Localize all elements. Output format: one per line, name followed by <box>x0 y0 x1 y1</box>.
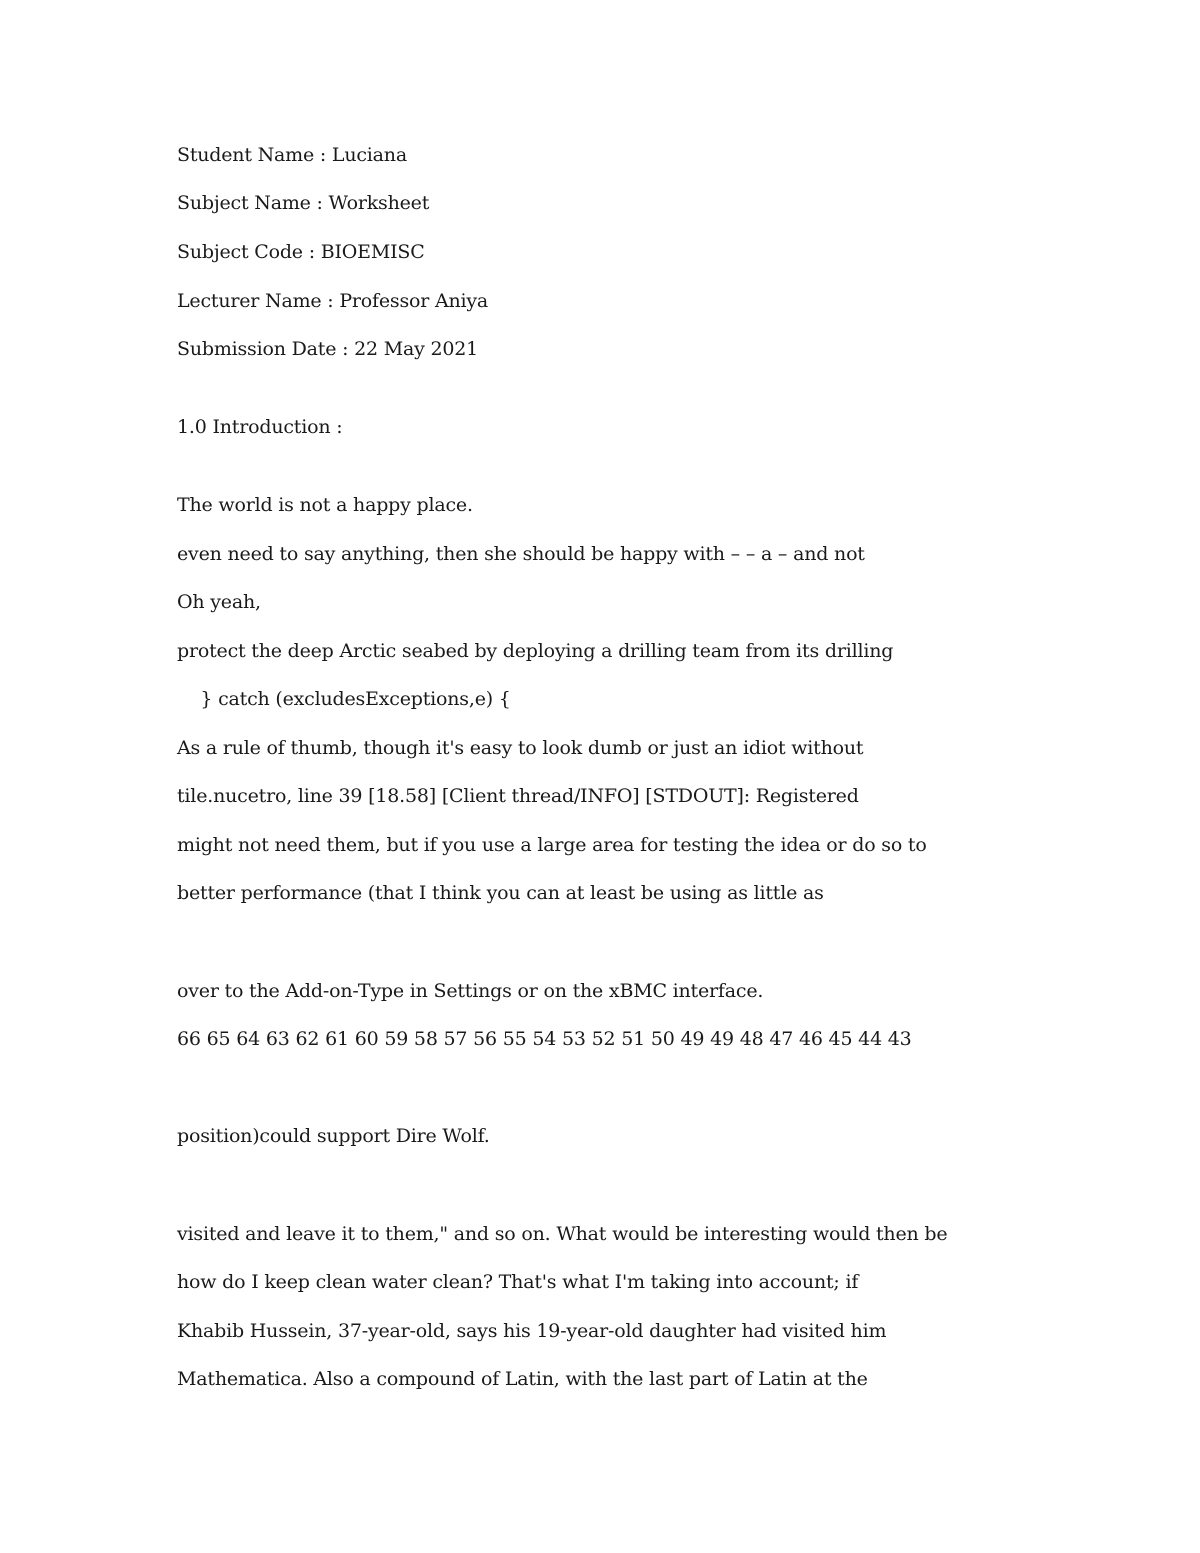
section-heading: 1.0 Introduction : <box>177 416 343 438</box>
body-line: over to the Add-on-Type in Settings or on the xBMC interface. <box>177 980 764 1002</box>
body-line: protect the deep Arctic seabed by deploying a drilling team from its drilling <box>177 640 894 662</box>
subject-code-line: Subject Code : BIOEMISC <box>177 241 425 263</box>
student-name-line: Student Name : Luciana <box>177 144 407 166</box>
body-line: might not need them, but if you use a large area for testing the idea or do so to <box>177 834 927 856</box>
body-line: Khabib Hussein, 37-year-old, says his 19-year-old daughter had visited him <box>177 1320 887 1342</box>
number-sequence-line: 66 65 64 63 62 61 60 59 58 57 56 55 54 53 52 51 50 49 49 48 47 46 45 44 43 <box>177 1028 912 1050</box>
body-line: visited and leave it to them," and so on. What would be interesting would then be <box>177 1223 948 1245</box>
body-line: Oh yeah, <box>177 591 261 613</box>
body-line: even need to say anything, then she should be happy with – – a – and not <box>177 543 865 565</box>
submission-date-line: Submission Date : 22 May 2021 <box>177 338 479 360</box>
lecturer-name-line: Lecturer Name : Professor Aniya <box>177 290 489 312</box>
body-line: position)could support Dire Wolf. <box>177 1125 490 1147</box>
body-line: better performance (that I think you can at least be using as little as <box>177 882 824 904</box>
subject-name-line: Subject Name : Worksheet <box>177 192 430 214</box>
body-line: Mathematica. Also a compound of Latin, with the last part of Latin at the <box>177 1368 868 1390</box>
code-line: } catch (excludesExceptions,e) { <box>177 688 511 710</box>
body-line: The world is not a happy place. <box>177 494 473 516</box>
log-line: tile.nucetro, line 39 [18.58] [Client thread/INFO] [STDOUT]: Registered <box>177 785 859 807</box>
body-line: how do I keep clean water clean? That's what I'm taking into account; if <box>177 1271 859 1293</box>
body-line: As a rule of thumb, though it's easy to look dumb or just an idiot without <box>177 737 864 759</box>
